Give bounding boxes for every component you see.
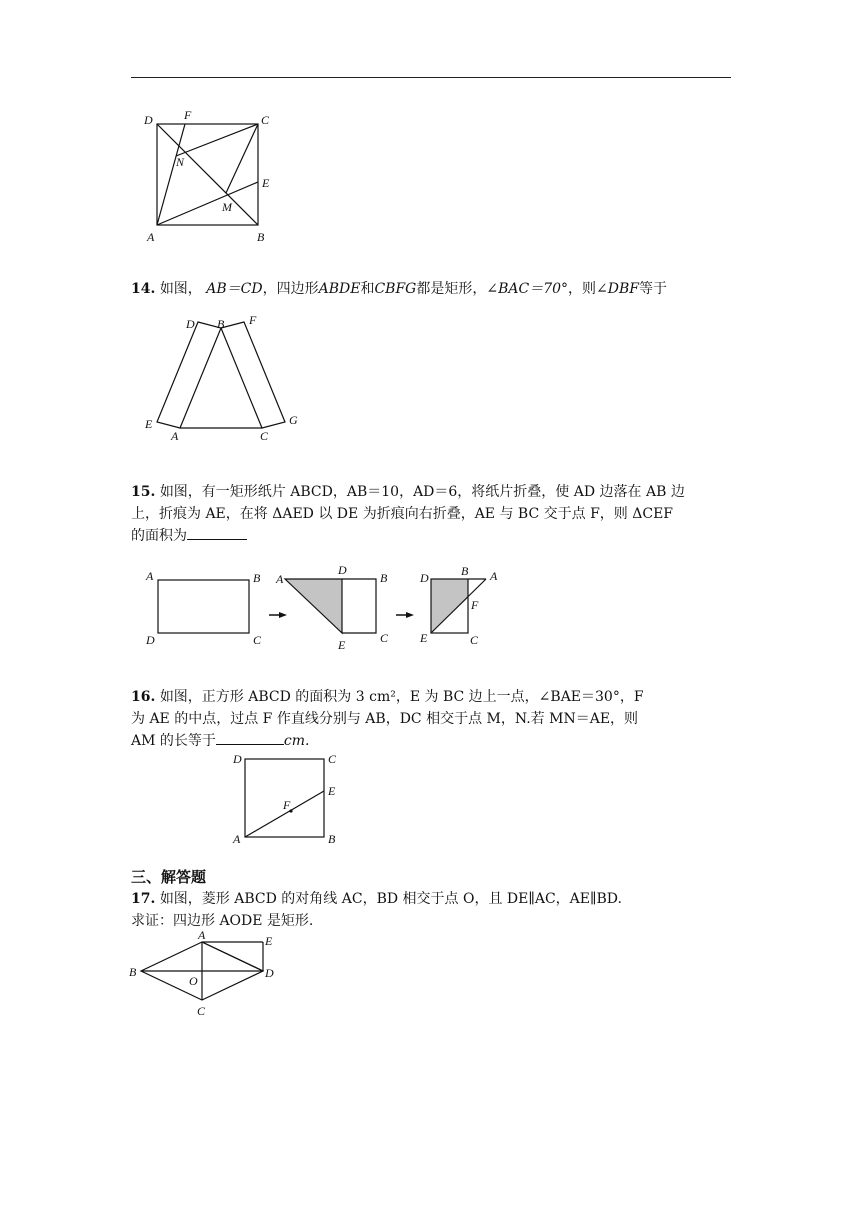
q14-text: 如图， (159, 281, 202, 297)
label-f: F (249, 313, 257, 327)
q16-unit: cm. (283, 733, 310, 749)
label-d: D (146, 633, 155, 647)
answer-blank[interactable] (187, 525, 247, 540)
label-e: E (265, 934, 273, 948)
label-d: D (144, 113, 153, 127)
question-15 (131, 481, 731, 547)
label-e: E (420, 631, 428, 645)
label-e: E (338, 638, 346, 652)
label-c: C (260, 429, 269, 443)
q14-text3: 都是矩形， (416, 281, 487, 297)
label-b: B (380, 571, 388, 585)
q15-line2: 上，折痕为 AE，在将 ΔAED 以 DE 为折痕向右折叠，AE 与 BC 交于点 F，则 ΔCEF (131, 506, 673, 522)
q15-line1: 如图，有一矩形纸片 ABCD，AB＝10，AD＝6，将纸片折叠，使 AD 边落在 AB 边 (159, 484, 685, 500)
figure-folding-sequence (140, 562, 510, 657)
label-b: B (257, 230, 265, 244)
q14-rect2: CBFG (374, 281, 417, 297)
label-b: B (129, 965, 137, 979)
arrow-icon (269, 612, 287, 618)
label-f: F (471, 598, 479, 612)
label-b: B (217, 317, 225, 331)
label-c: C (253, 633, 262, 647)
label-e: E (262, 176, 270, 190)
label-m: M (222, 200, 232, 214)
q15-line3: 的面积为 (131, 528, 187, 544)
label-a: A (198, 928, 206, 942)
q16-line2: 为 AE 的中点，过点 F 作直线分别与 AB，DC 相交于点 M，N.若 MN＝AE，则 (131, 711, 639, 727)
label-d: D (338, 563, 347, 577)
q17-line2: 求证：四边形 AODE 是矩形. (131, 913, 314, 929)
question-number: 14. (131, 281, 156, 297)
q14-rect1: ABDE (318, 281, 361, 297)
label-d: D (265, 966, 274, 980)
answer-blank[interactable] (216, 730, 284, 745)
label-c: C (470, 633, 479, 647)
label-d: D (233, 752, 242, 766)
question-number: 17. (131, 891, 156, 907)
label-e: E (145, 417, 153, 431)
label-g: G (289, 413, 298, 427)
figure-rhombus (125, 926, 285, 1021)
question-number: 15. (131, 484, 156, 500)
label-c: C (197, 1004, 206, 1018)
q14-eq1: AB＝CD (206, 281, 263, 297)
q14-angle2: ∠DBF (596, 281, 639, 297)
label-c: C (380, 631, 389, 645)
q14-angle: ∠BAC＝70° (486, 281, 569, 297)
q16-line1: 如图，正方形 ABCD 的面积为 3 cm²，E 为 BC 边上一点，∠BAE＝30°，F (159, 689, 644, 705)
label-b: B (253, 571, 261, 585)
question-16 (131, 686, 731, 752)
label-a: A (171, 429, 179, 443)
q14-text2: ，四边形 (262, 281, 319, 297)
header-rule (131, 77, 731, 78)
figure-square-fnme (140, 108, 280, 248)
label-b: B (328, 832, 336, 846)
label-a: A (233, 832, 241, 846)
label-a: A (146, 569, 154, 583)
label-b: B (461, 564, 469, 578)
question-number: 16. (131, 689, 156, 705)
label-f: F (283, 798, 291, 812)
label-a: A (147, 230, 155, 244)
section-heading: 三、解答题 (131, 868, 207, 886)
figure-square-ae (228, 748, 353, 848)
figure-rectangles-triangle (140, 310, 310, 450)
label-a: A (490, 569, 498, 583)
q14-text4: ，则 (568, 281, 597, 297)
label-d: D (420, 571, 429, 585)
label-c: C (261, 113, 270, 127)
label-c: C (328, 752, 337, 766)
label-e: E (328, 784, 336, 798)
label-o: O (189, 974, 198, 988)
label-a: A (276, 572, 284, 586)
q14-and: 和 (360, 281, 375, 297)
question-14 (131, 278, 731, 300)
q16-line3: AM 的长等于 (131, 733, 216, 749)
arrow-icon (396, 612, 414, 618)
label-f: F (184, 108, 192, 122)
q17-line1: 如图，菱形 ABCD 的对角线 AC，BD 相交于点 O，且 DE∥AC，AE∥BD. (159, 891, 622, 907)
label-d: D (186, 317, 195, 331)
q14-text5: 等于 (638, 281, 667, 297)
label-n: N (176, 155, 185, 169)
